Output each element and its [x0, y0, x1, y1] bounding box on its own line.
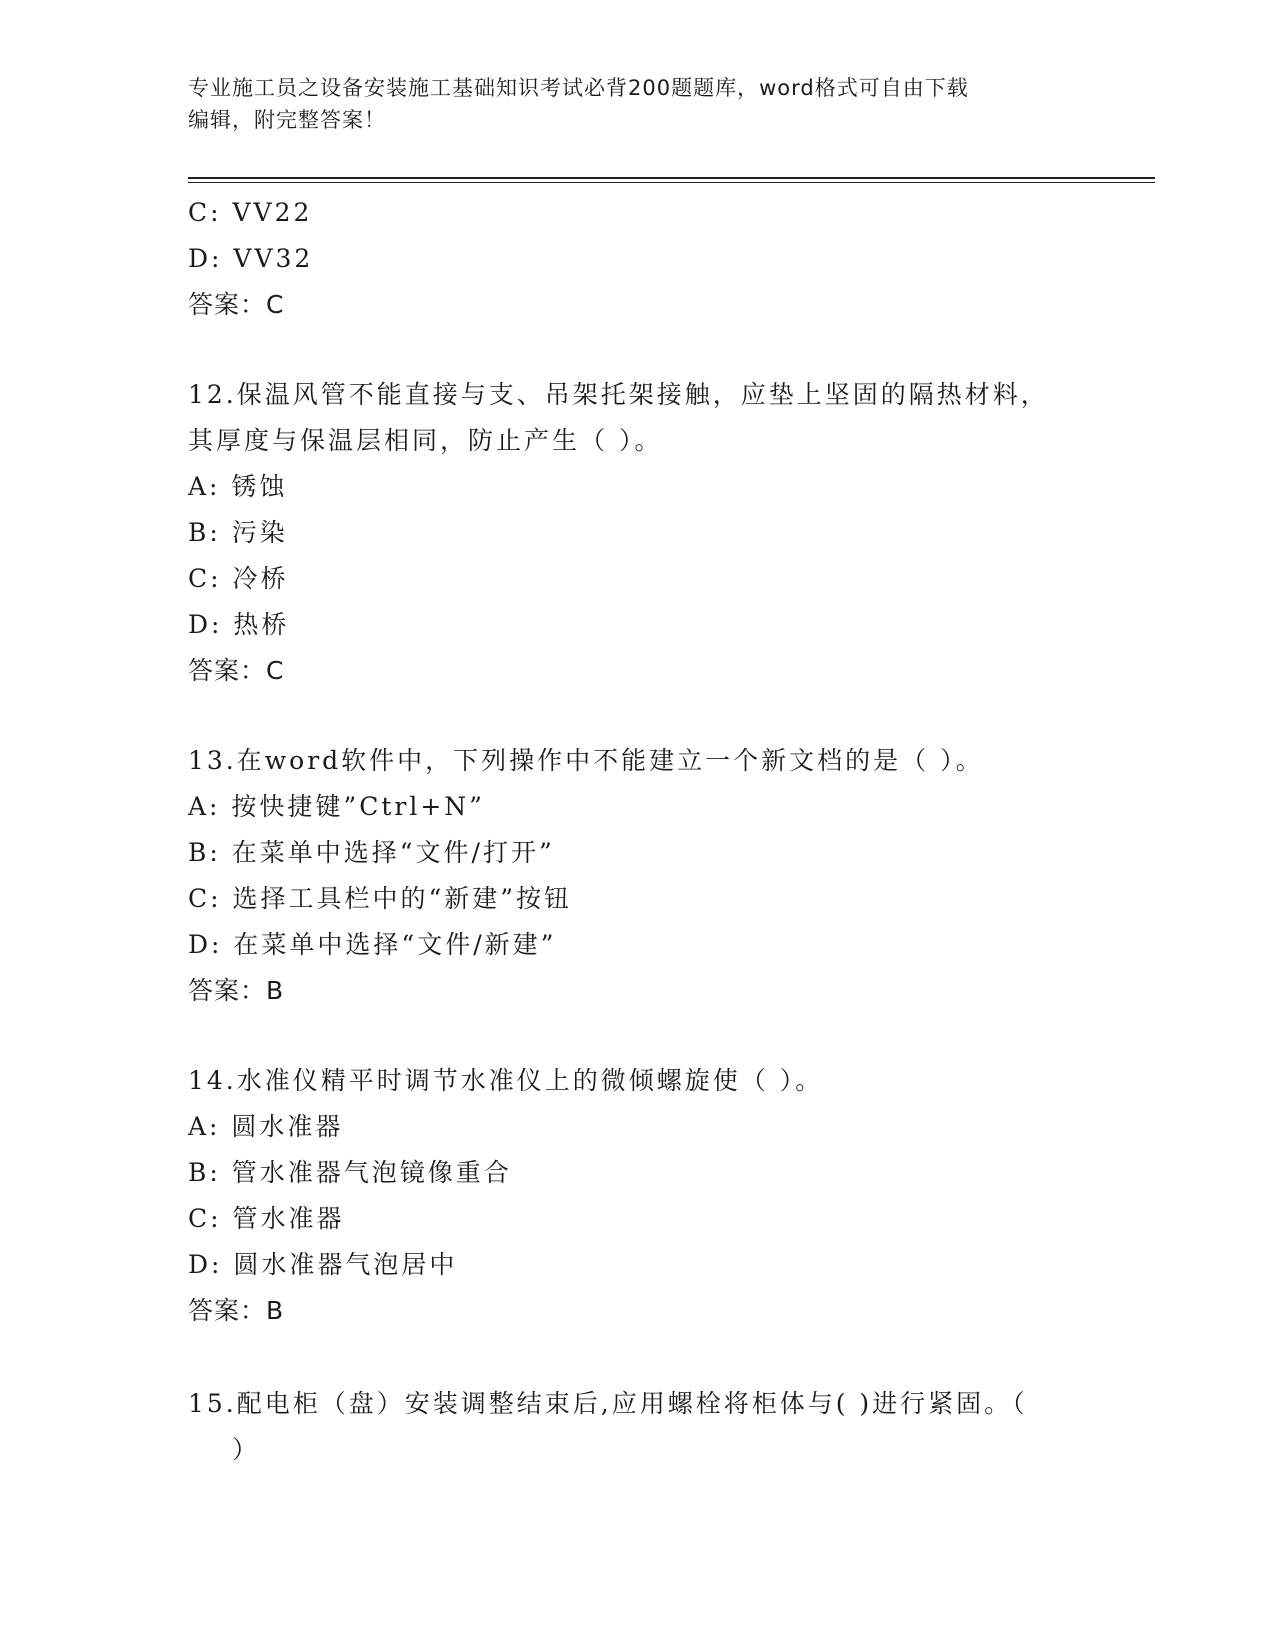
option-a: A: 锈蚀	[188, 472, 288, 501]
question-13	[188, 738, 1088, 1014]
option-d: D: VV32	[188, 244, 314, 273]
question-stem-continued: ）	[232, 1435, 261, 1464]
answer-line: 答案：C	[188, 290, 285, 319]
answer-line: 答案：B	[188, 976, 285, 1005]
question-stem: 12.保温风管不能直接与支、吊架托架接触，应垫上坚固的隔热材料，	[188, 380, 1049, 409]
question-stem: 15.配电柜（盘）安装调整结束后,应用螺栓将柜体与( )进行紧固。（	[188, 1389, 1028, 1418]
question-stem: 14.水准仪精平时调节水准仪上的微倾螺旋使（ ）。	[188, 1066, 824, 1095]
header-divider	[188, 177, 1155, 179]
option-a: A: 圆水准器	[188, 1112, 344, 1141]
option-d: D: 圆水准器气泡居中	[188, 1250, 458, 1279]
option-b: B: 在菜单中选择“文件/打开”	[188, 838, 555, 867]
question-stem-continued: 其厚度与保温层相同，防止产生（ ）。	[188, 426, 663, 455]
answer-line: 答案：B	[188, 1296, 285, 1325]
option-c: C: 选择工具栏中的“新建”按钮	[188, 884, 573, 913]
option-d: D: 热桥	[188, 610, 290, 639]
header-divider-thin	[188, 182, 1155, 183]
option-d: D: 在菜单中选择“文件/新建”	[188, 930, 557, 959]
question-11	[188, 190, 1088, 328]
option-b: B: 污染	[188, 518, 288, 547]
option-c: C: 管水准器	[188, 1204, 345, 1233]
question-14	[188, 1058, 1088, 1334]
document-header	[188, 72, 1088, 136]
option-c: C: 冷桥	[188, 564, 289, 593]
option-c: C: VV22	[188, 198, 313, 227]
question-15	[188, 1381, 1068, 1473]
question-stem: 13.在word软件中，下列操作中不能建立一个新文档的是（ ）。	[188, 746, 984, 775]
header-line-1: 专业施工员之设备安装施工基础知识考试必背200题题库，word格式可自由下载	[188, 76, 969, 100]
header-line-2: 编辑，附完整答案！	[188, 108, 386, 132]
option-b: B: 管水准器气泡镜像重合	[188, 1158, 512, 1187]
answer-line: 答案：C	[188, 656, 285, 685]
question-list	[188, 190, 1088, 1334]
option-a: A: 按快捷键”Ctrl+N”	[188, 792, 485, 821]
question-12	[188, 372, 1088, 694]
